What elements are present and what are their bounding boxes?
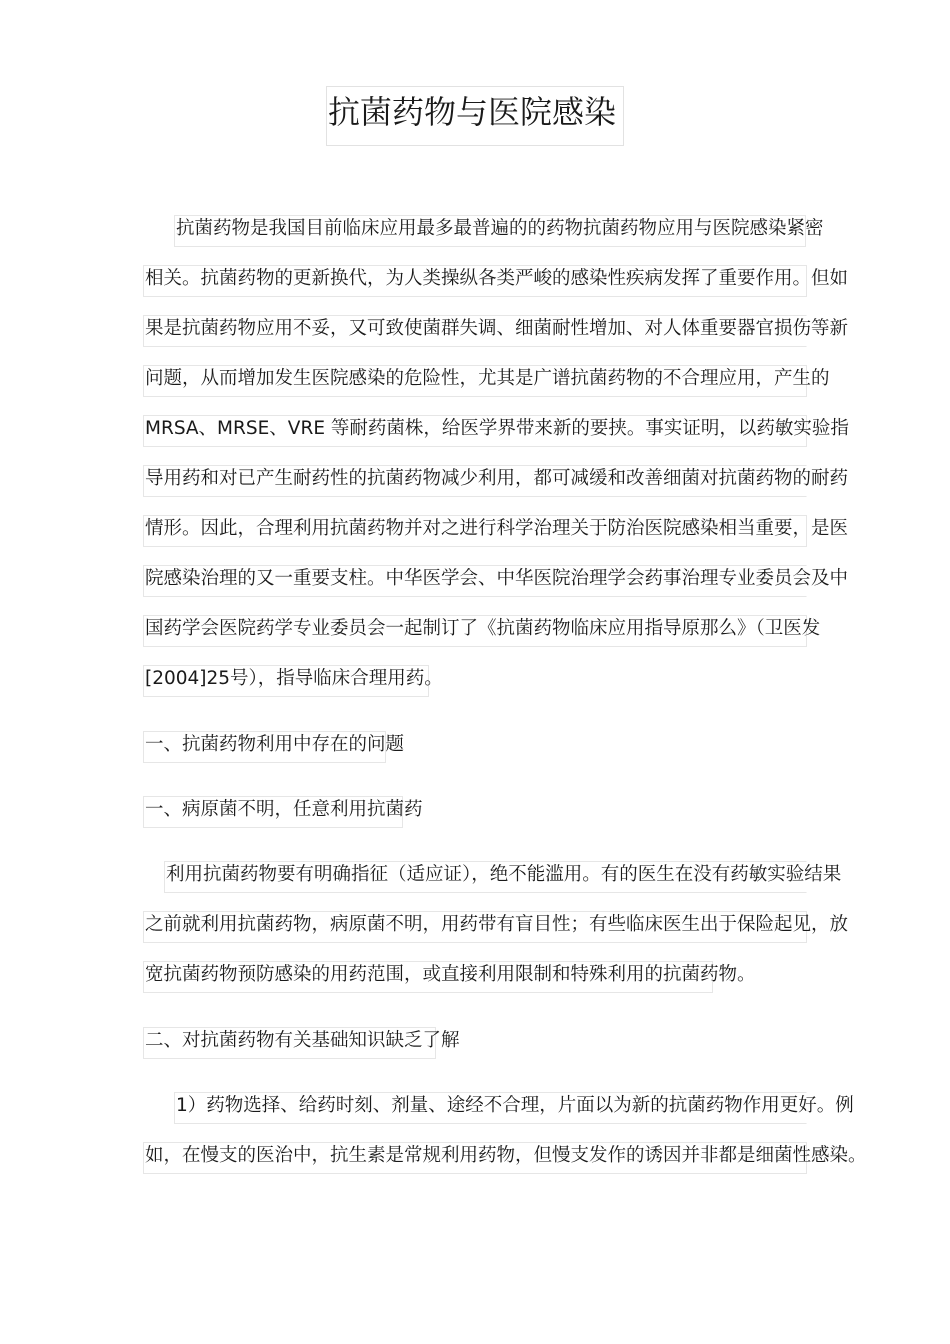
paragraph-line: 院感染治理的又一重要支柱。中华医学会、中华医院治理学会药事治理专业委员会及中 bbox=[143, 565, 807, 597]
paragraph-line: 果是抗菌药物应用不妥，又可致使菌群失调、细菌耐性增加、对人体重要器官损伤等新 bbox=[143, 315, 807, 347]
paragraph-line: 宽抗菌药物预防感染的用药范围，或直接利用限制和特殊利用的抗菌药物。 bbox=[143, 961, 713, 993]
paragraph-line: 1）药物选择、给药时刻、剂量、途经不合理，片面以为新的抗菌药物作用更好。例 bbox=[174, 1092, 807, 1124]
document-title: 抗菌药物与医院感染 bbox=[326, 86, 624, 146]
subsection-heading: 二、对抗菌药物有关基础知识缺乏了解 bbox=[143, 1027, 436, 1059]
paragraph-line: 国药学会医院药学专业委员会一起制订了《抗菌药物临床应用指导原那么》（卫医发 bbox=[143, 615, 807, 647]
paragraph-line: 如，在慢支的医治中，抗生素是常规利用药物，但慢支发作的诱因并非都是细菌性感染。 bbox=[143, 1142, 807, 1174]
paragraph-line: 相关。抗菌药物的更新换代，为人类操纵各类严峻的感染性疾病发挥了重要作用。但如 bbox=[143, 265, 807, 297]
paragraph-line: 情形。因此，合理利用抗菌药物并对之进行科学治理关于防治医院感染相当重要，是医 bbox=[143, 515, 807, 547]
paragraph-line: 导用药和对已产生耐药性的抗菌药物减少利用，都可减缓和改善细菌对抗菌药物的耐药 bbox=[143, 465, 807, 497]
paragraph-line: 抗菌药物是我国目前临床应用最多最普遍的的药物抗菌药物应用与医院感染紧密 bbox=[174, 215, 806, 247]
paragraph-line: MRSA、MRSE、VRE 等耐药菌株，给医学界带来新的要挟。事实证明，以药敏实验指 bbox=[143, 415, 807, 447]
paragraph-line: 利用抗菌药物要有明确指征（适应证），绝不能滥用。有的医生在没有药敏实验结果 bbox=[164, 861, 807, 893]
subsection-heading: 一、病原菌不明，任意利用抗菌药 bbox=[143, 796, 403, 828]
section-heading: 一、抗菌药物利用中存在的问题 bbox=[143, 731, 386, 763]
paragraph-line: 之前就利用抗菌药物，病原菌不明，用药带有盲目性；有些临床医生出于保险起见，放 bbox=[143, 911, 807, 943]
paragraph-line: [2004]25号），指导临床合理用药。 bbox=[143, 665, 429, 697]
paragraph-line: 问题，从而增加发生医院感染的危险性，尤其是广谱抗菌药物的不合理应用，产生的 bbox=[143, 365, 807, 397]
